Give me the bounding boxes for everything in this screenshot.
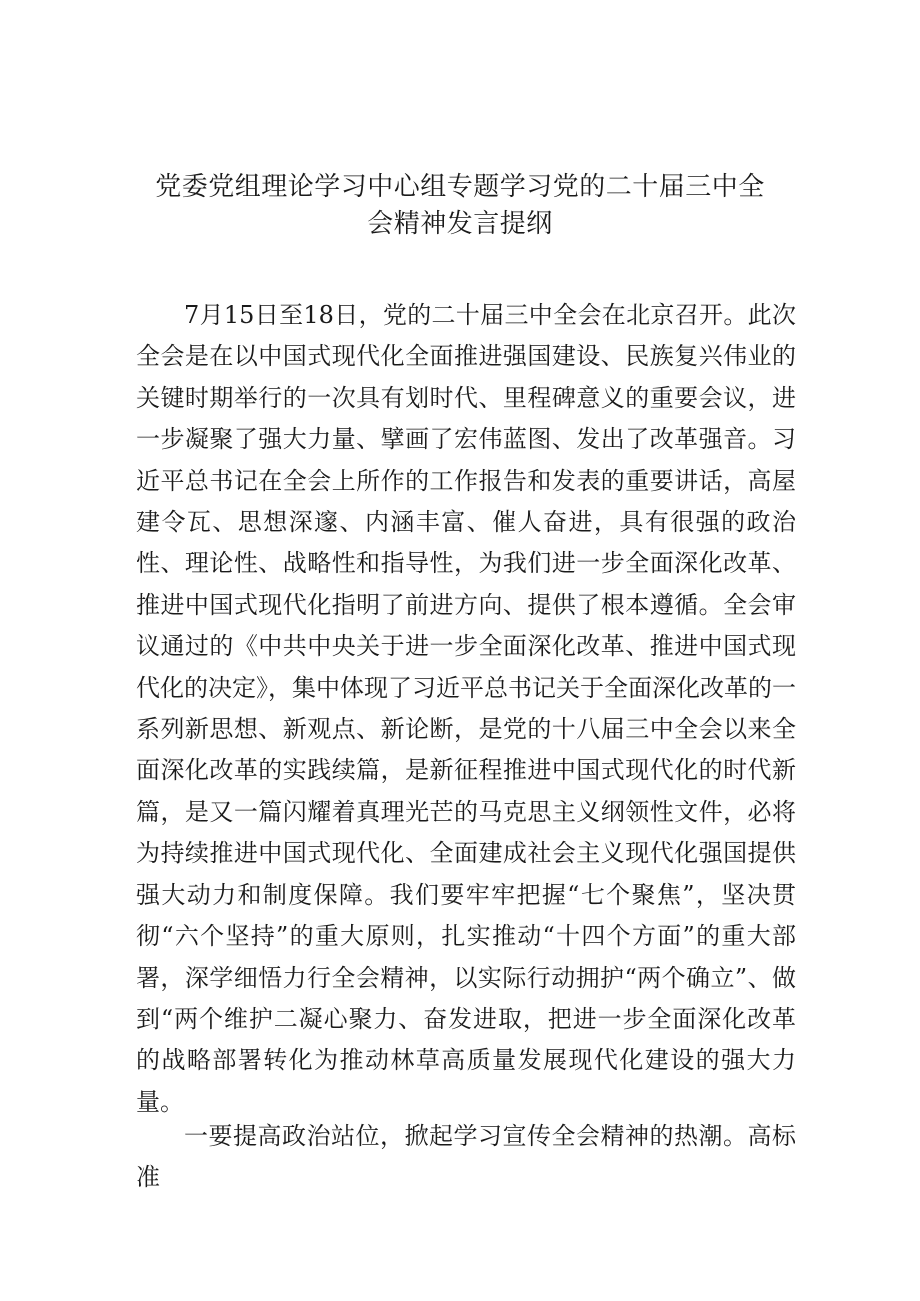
body-paragraph: 7月15日至18日，党的二十届三中全会在北京召开。此次全会是在以中国式现代化全面推进强国建设、民族复兴伟业的关键时期举行的一次具有划时代、里程碑意义的重要会议，进一步凝聚了强大力量、擘画了宏伟蓝图、发出了改革强音。习近平总书记在全会上所作的工作报告和发表的重要讲话，高屋建令瓦、思想深邃、内涵丰富、催人奋进，具有很强的政治性、理论性、战略性和指导性，为我们进一步全面深化改革、推进中国式现代化指明了前进方向、提供了根本遵循。全会审议通过的《中共中央关于进一步全面深化改革、推进中国式现代化的决定》，集中体现了习近平总书记关于全面深化改革的一系列新思想、新观点、新论断，是党的十八届三中全会以来全面深化改革的实践续篇，是新征程推进中国式现代化的时代新篇，是又一篇闪耀着真理光芒的马克思主义纲领性文件，必将为持续推进中国式现代化、全面建成社会主义现代化强国提供强大动力和制度保障。我们要牢牢把握“七个聚焦”，坚决贯彻“六个坚持”的重大原则，扎实推动“十四个方面”的重大部署，深学细悟力行全会精神，以实际行动拥护“两个确立”、做到“两个维护二凝心聚力、奋发进取，把进一步全面深化改革的战略部署转化为推动林草高质量发展现代化建设的强大力量。 (136, 301, 796, 1116)
document-title-line-1: 党委党组理论学习中心组专题学习党的二十届三中全 (155, 172, 765, 202)
document-title-line-2: 会精神发言提纲 (367, 209, 553, 239)
body-paragraph: 一要提高政治站位，掀起学习宣传全会精神的热潮。高标准 (136, 1122, 796, 1192)
